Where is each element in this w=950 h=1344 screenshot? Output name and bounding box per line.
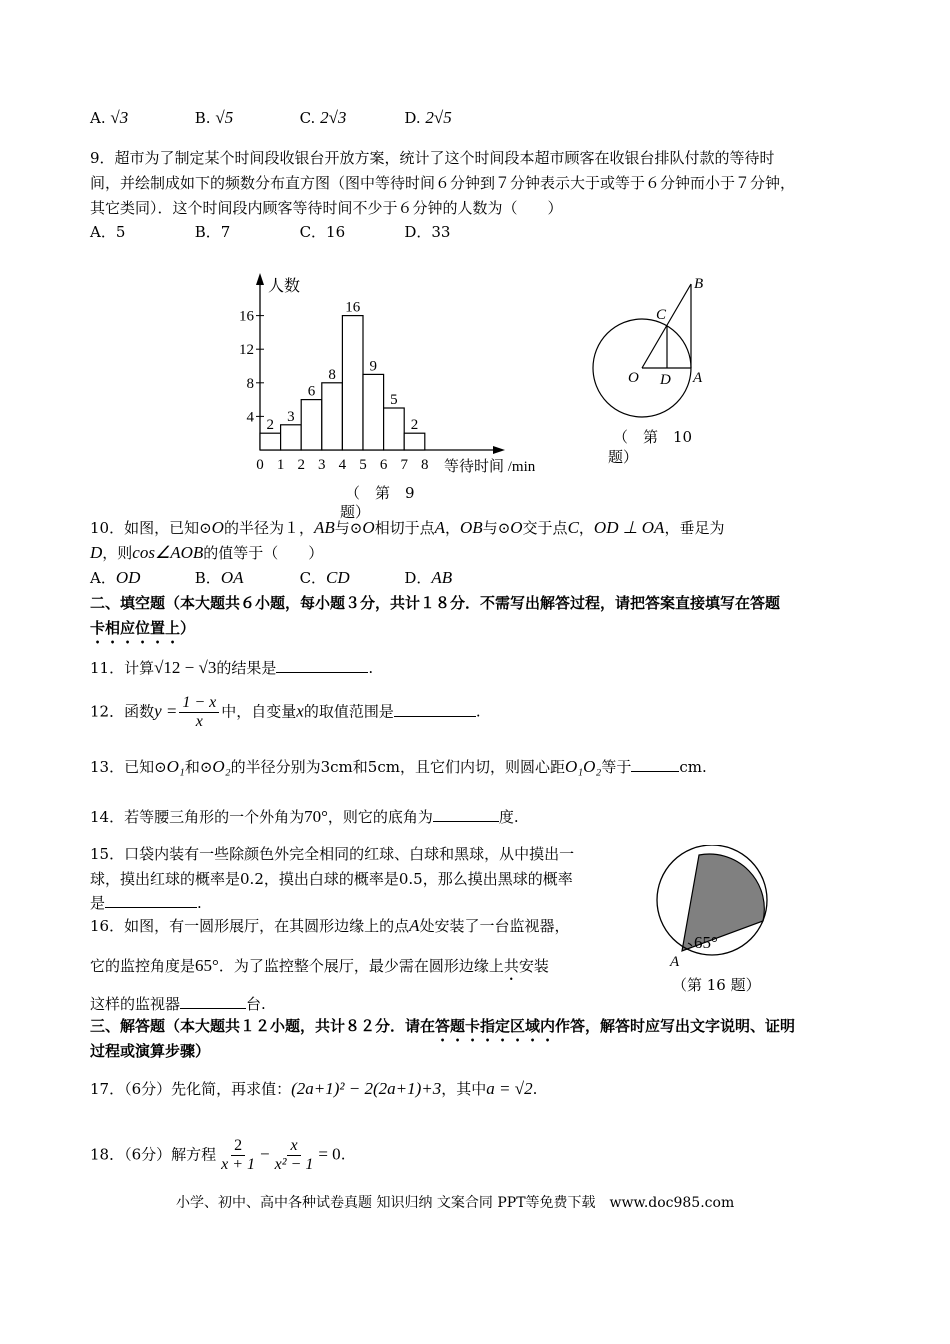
q16-point-a: A (409, 916, 420, 935)
histogram-bar-label: 16 (345, 299, 361, 316)
fig16-caption: （第 16 题） (672, 976, 761, 994)
q10-option-c-value: CD (326, 568, 350, 587)
q18-fraction-1 (218, 1137, 258, 1174)
histogram-bar-label: 3 (287, 408, 295, 425)
q8-option-c-label: C. (299, 109, 316, 127)
section-2-emphasis: 卡相应位置上 (90, 619, 181, 637)
q12-end: . (475, 702, 481, 721)
section-2-end: ） (180, 619, 196, 637)
q10-math: OD ⊥ OA (593, 518, 665, 537)
q18-text: 18．（6分）解方程 (90, 1145, 217, 1164)
q10-option-d-value: AB (431, 568, 453, 587)
q11-end: . (368, 659, 374, 677)
q8-option-b-label: B. (194, 109, 211, 127)
q12-lhs: y = (154, 701, 178, 721)
q10-text: ，垂足为 (664, 519, 725, 537)
histogram-y-tick-label: 16 (239, 308, 254, 325)
q13-o1o2: O₁O₂ (564, 757, 602, 776)
histogram-bar (342, 316, 363, 450)
q18-denominator-1: x + 1 (221, 1156, 256, 1173)
q8-option-a-value: √3 (110, 108, 129, 127)
q17-expression: (2a+1)² − 2(2a+1)+3 (291, 1079, 442, 1098)
q12-denominator: x (195, 713, 203, 730)
histogram-bar (404, 433, 425, 450)
q17-end: . (532, 1080, 538, 1098)
fig16-angle-label: 65° (694, 933, 718, 952)
q9-line-3: 其它类同）．这个时间段内顾客等待时间不少于６分钟的人数为（ ） (90, 199, 563, 217)
q14-text: 14．若等腰三角形的一个外角为 (90, 808, 305, 826)
q12-answer-blank[interactable] (394, 702, 476, 717)
q9-option-b: B．7 (194, 223, 231, 241)
q13-end: cm. (679, 758, 707, 776)
histogram-x-axis-arrow (493, 446, 505, 454)
q16-text: 处安装了一台监视器， (419, 917, 570, 935)
histogram-y-tick-label: 8 (246, 375, 254, 392)
q18-equals: = 0 (318, 1144, 341, 1164)
fig10-diagram (580, 270, 720, 430)
q16-angle: 65° (195, 956, 219, 975)
q10-option-b-value: OA (220, 568, 244, 587)
q10-option-b-label: B． (194, 569, 221, 587)
q13-text: 和⊙ (184, 758, 213, 776)
histogram-bar (260, 433, 281, 450)
fig10-label-c: C (656, 307, 667, 323)
q18-minus: − (260, 1144, 270, 1164)
histogram-chart (230, 265, 560, 485)
q10-math: A (434, 518, 445, 537)
q12-text: 12．函数 (90, 702, 155, 721)
q13-answer-blank[interactable] (631, 757, 679, 772)
q10-option-a-label: A． (90, 569, 116, 587)
q16-text: 这样的监视器 (90, 995, 181, 1013)
histogram-bar (384, 408, 405, 450)
q12-text: 的取值范围是 (303, 702, 394, 721)
q13 (90, 756, 707, 777)
q17 (90, 1078, 537, 1099)
histogram-x-tick-label: 8 (421, 457, 429, 473)
q11-text: 的结果是 (216, 659, 277, 677)
fig9-caption-line-2: 题） (340, 503, 371, 521)
fig10-label-o: O (628, 370, 639, 386)
section-3-emphasis: 答题卡指定区域内 (435, 1017, 556, 1035)
fig10-caption-line-1: （ 第 10 (613, 428, 693, 446)
q12-fraction (179, 694, 219, 731)
histogram-bar (281, 425, 302, 450)
q13-o2: O₂ (212, 757, 231, 776)
histogram-x-tick-label: 4 (338, 457, 347, 473)
q16-text: 安装 (518, 957, 549, 975)
q8-option-b-value: √5 (215, 108, 234, 127)
q16-text: ．为了监控整个展厅，最少需在圆形边缘上 (218, 957, 504, 975)
section-2-heading-line-2 (90, 617, 195, 647)
q10-math: O (510, 518, 523, 537)
q18-fraction-2 (272, 1137, 317, 1174)
histogram-y-axis-arrow (256, 273, 264, 285)
q10-options (90, 567, 452, 588)
q11-expression: √12 − √3 (154, 658, 217, 677)
q9-option-a: A．5 (90, 223, 126, 241)
q15-line-1: 15．口袋内装有一些除颜色外完全相同的红球、白球和黑球，从中摸出一 (90, 845, 575, 863)
q15-text: 是 (90, 894, 106, 912)
q16-line-1 (90, 915, 570, 936)
q16-line-2 (90, 955, 549, 984)
q9-line-1: 9．超市为了制定某个时间段收银台开放方案，统计了这个时间段本超市顾客在收银台排队付款的等待时 (90, 149, 775, 167)
q16-text: 它的监控角度是 (90, 957, 196, 975)
fig10-label-a: A (693, 370, 703, 386)
histogram-bar-label: 5 (390, 392, 398, 408)
q12 (90, 694, 481, 731)
q10-line-2 (90, 542, 323, 563)
q10-text: ，则 (102, 544, 133, 562)
q13-text: 等于 (601, 758, 632, 776)
q14-end: 度. (498, 808, 519, 826)
fig16-point-label: A (670, 954, 680, 970)
histogram-bar (363, 374, 384, 450)
q9-option-d: D．33 (404, 223, 451, 241)
q11 (90, 657, 373, 678)
histogram-x-tick-label: 3 (318, 457, 326, 473)
q18-numerator-2: x (287, 1137, 300, 1156)
q10-text: 相切于点 (374, 519, 435, 537)
histogram-bar-label: 9 (369, 358, 378, 375)
q10-math: C (567, 518, 579, 537)
q13-text: 13．已知⊙ (90, 758, 167, 776)
q8-option-c-value: 2√3 (320, 108, 347, 127)
histogram-bar (322, 383, 343, 450)
histogram-bar-label: 8 (328, 366, 336, 383)
q9-option-c: C．16 (299, 223, 346, 241)
q10-option-d-label: D． (404, 569, 432, 587)
q11-answer-blank[interactable] (276, 658, 368, 673)
q10-option-c-label: C． (299, 569, 327, 587)
q8-option-d-value: 2√5 (425, 108, 452, 127)
q9-line-2: 间，并绘制成如下的频数分布直方图（图中等待时间６分钟到７分钟表示大于或等于６分钟而小于７分钟， (90, 174, 796, 192)
histogram-x-tick-label: 5 (359, 457, 367, 473)
section-3-text: 三、解答题（本大题共１２小题，共计８２分．请在 (90, 1017, 436, 1035)
q10-math: D (90, 543, 103, 562)
histogram-y-label: 人数 (268, 278, 301, 295)
section-2-heading-line-1: 二、填空题（本大题共６小题，每小题３分，共计１８分．不需写出解答过程，请把答案直接填写在答题 (90, 594, 781, 612)
histogram-x-tick-label: 6 (379, 457, 388, 473)
q15-line-2: 球，摸出红球的概率是0.2，摸出白球的概率是0.5，那么摸出黑球的概率 (90, 870, 573, 888)
q18-numerator-1: 2 (231, 1137, 245, 1156)
q10-text: 的半径为１， (223, 519, 314, 537)
q15-line-3 (90, 892, 202, 913)
histogram-bar-label: 6 (307, 383, 316, 400)
histogram-x-label: 等待时间 /min (444, 459, 536, 475)
q10-math: AB (313, 518, 335, 537)
q16-emphasis: 共 (503, 957, 519, 975)
histogram-x-tick-label: 7 (400, 457, 408, 473)
histogram-y-tick-label: 4 (246, 409, 254, 426)
q10-math: cos∠AOB (132, 543, 204, 562)
q16-line-3 (90, 993, 266, 1014)
q18 (90, 1137, 345, 1174)
fig16-diagram (650, 845, 780, 970)
q12-variable: x (296, 701, 304, 721)
q14-text: ，则它的底角为 (327, 808, 433, 826)
q11-text: 11．计算 (90, 659, 155, 677)
q18-end: . (340, 1145, 346, 1164)
q13-o1: O₁ (166, 757, 185, 776)
q8-option-a-label: A. (90, 109, 106, 127)
q8-options (90, 108, 452, 128)
q8-option-d-label: D. (404, 109, 421, 127)
q12-numerator: 1 − x (179, 694, 219, 713)
q14 (90, 806, 519, 827)
histogram-bar (301, 400, 322, 450)
page-footer: 小学、初中、高中各种试卷真题 知识归纳 文案合同 PPT等免费下载 www.doc985.com (176, 1195, 735, 1211)
fig10-label-d: D (660, 372, 671, 388)
q17-condition: a = √2 (486, 1079, 533, 1098)
q14-angle: 70° (304, 807, 328, 826)
q10-text: 与⊙ (482, 519, 511, 537)
q15-answer-blank[interactable] (105, 893, 197, 908)
q16-end: 台. (246, 995, 266, 1013)
q13-text: 的半径分别为3cm和5cm，且它们内切，则圆心距 (230, 758, 565, 776)
q9-options (90, 221, 450, 242)
section-3-heading-line-2: 过程或演算步骤） (90, 1042, 211, 1060)
q18-denominator-2: x² − 1 (274, 1156, 314, 1173)
fig9-caption-line-1: （ 第 9 (345, 484, 415, 502)
q10-text: 交于点 (522, 519, 568, 537)
q10-text: 与⊙ (334, 519, 363, 537)
q10-text: ， (445, 519, 461, 537)
histogram-x-tick-label: 2 (297, 457, 305, 473)
histogram-y-tick-label: 12 (239, 342, 254, 359)
fig10-label-b: B (694, 276, 704, 292)
q16-answer-blank[interactable] (180, 994, 246, 1009)
histogram-x-tick-label: 0 (256, 457, 264, 473)
q10-math: O (362, 518, 375, 537)
q10-option-a-value: OD (115, 568, 141, 587)
q17-text: 17．（6分）先化简，再求值： (90, 1080, 292, 1098)
q17-text: ，其中 (441, 1080, 487, 1098)
q10-line-1 (90, 517, 724, 538)
fig10-caption-line-2: 题） (608, 448, 639, 466)
histogram-bar-label: 2 (410, 417, 419, 434)
section-3-text: 作答，解答时应写出文字说明、证明 (555, 1017, 796, 1035)
q16-text: 16．如图，有一圆形展厅，在其圆形边缘上的点 (90, 917, 410, 935)
q10-math: O (211, 518, 224, 537)
q12-text: 中，自变量 (221, 702, 297, 721)
q15-end: . (197, 894, 202, 912)
q10-text: ， (578, 519, 594, 537)
histogram-x-tick-label: 1 (276, 457, 285, 473)
q10-text: 的值等于（ ） (203, 544, 324, 562)
histogram-bar-label: 2 (266, 417, 275, 434)
q14-answer-blank[interactable] (433, 807, 499, 822)
q10-text: 10．如图，已知⊙ (90, 519, 212, 537)
q10-math: OB (460, 518, 483, 537)
